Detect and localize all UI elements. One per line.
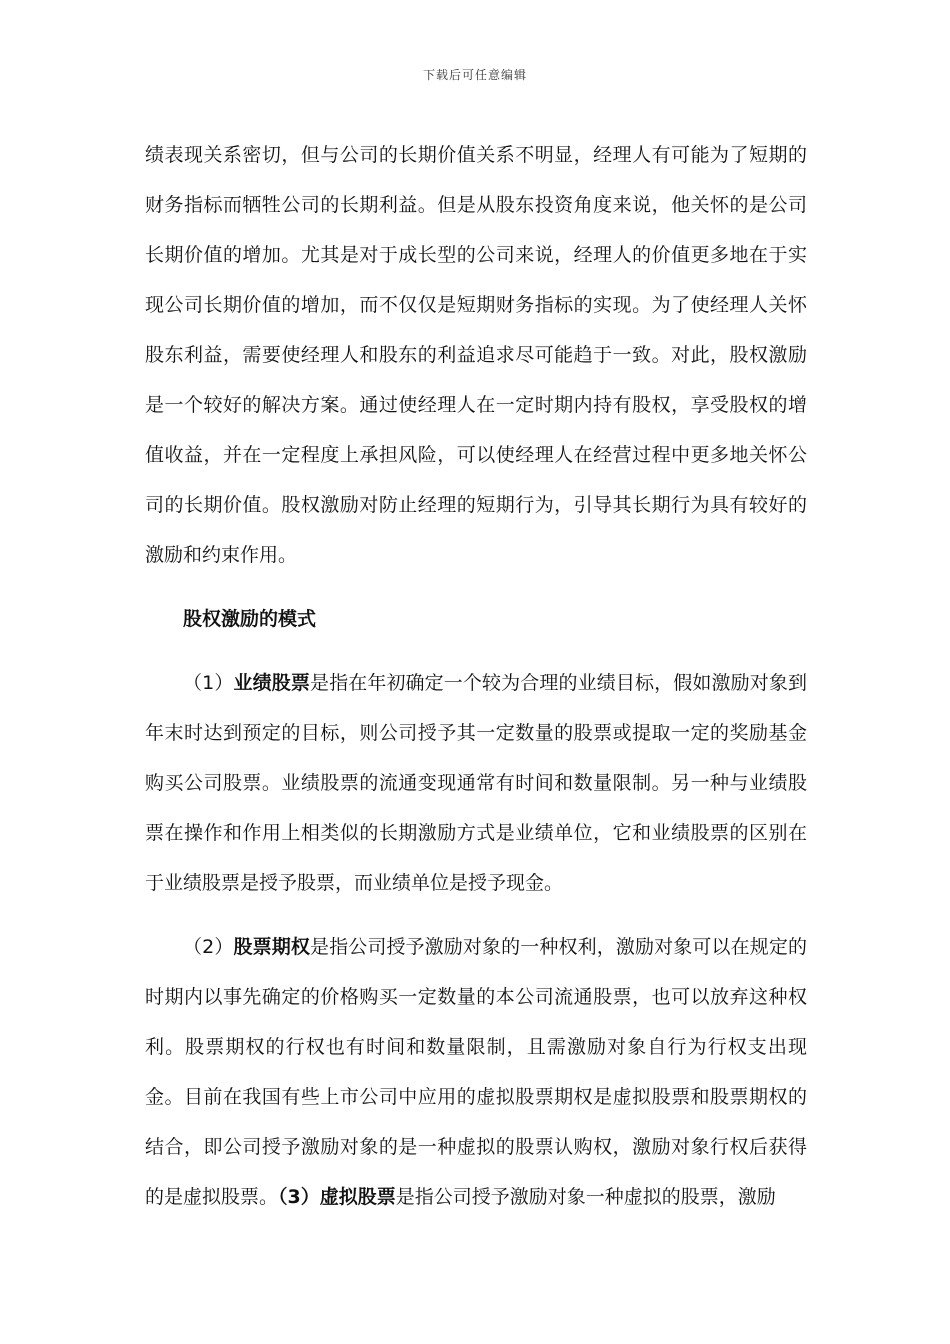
item-text: 是指公司授予激励对象一种虚拟的股票，激励 — [395, 1186, 776, 1208]
paragraph-performance-shares — [145, 658, 807, 908]
item-number-bold: （3） — [278, 1186, 320, 1208]
item-text: 是指在年初确定一个较为合理的业绩目标，假如激励对象到年末时达到预定的目标，则公司授予其一定数量的股票或提取一定的奖励基金购买公司股票。业绩股票的流通变现通常有时间和数量限制。另一种与业绩股票在操作和作用上相类似的长期激励方式是业绩单位，它和业绩股票的区别在于业绩股票是授予股票，而业绩单位是授予现金。 — [145, 672, 807, 894]
item-text: 是指公司授予激励对象的一种权利，激励对象可以在规定的时期内以事先确定的价格购买一定数量的本公司流通股票，也可以放弃这种权利。股票期权的行权也有时间和数量限制，且需激励对象自行为行权支出现金。目前在我国有些上市公司中应用的虚拟股票期权是虚拟股票和股票期权的结合，即公司授予激励对象的是一种虚拟的股票认购权，激励对象行权后获得的是虚拟股票。 — [145, 936, 807, 1208]
document-body — [145, 130, 807, 1222]
item-number: （2） — [183, 936, 234, 958]
term-virtual-shares: 虚拟股票 — [319, 1186, 396, 1208]
term-stock-options: 股票期权 — [233, 936, 310, 958]
item-number: （1） — [183, 672, 234, 694]
paragraph-stock-options — [145, 922, 807, 1222]
term-performance-shares: 业绩股票 — [233, 672, 310, 694]
section-heading: 股权激励的模式 — [183, 608, 317, 630]
page-header-note: 下载后可任意编辑 — [422, 68, 527, 82]
paragraph-intro: 绩表现关系密切，但与公司的长期价值关系不明显，经理人有可能为了短期的财务指标而牺牲公司的长期利益。但是从股东投资角度来说，他关怀的是公司长期价值的增加。尤其是对于成长型的公司来说，经理人的价值更多地在于实现公司长期价值的增加，而不仅仅是短期财务指标的实现。为了使经理人关怀股东利益，需要使经理人和股东的利益追求尽可能趋于一致。对此，股权激励是一个较好的解决方案。通过使经理人在一定时期内持有股权，享受股权的增值收益，并在一定程度上承担风险，可以使经理人在经营过程中更多地关怀公司的长期价值。股权激励对防止经理的短期行为，引导其长期行为具有较好的激励和约束作用。 — [145, 144, 807, 566]
